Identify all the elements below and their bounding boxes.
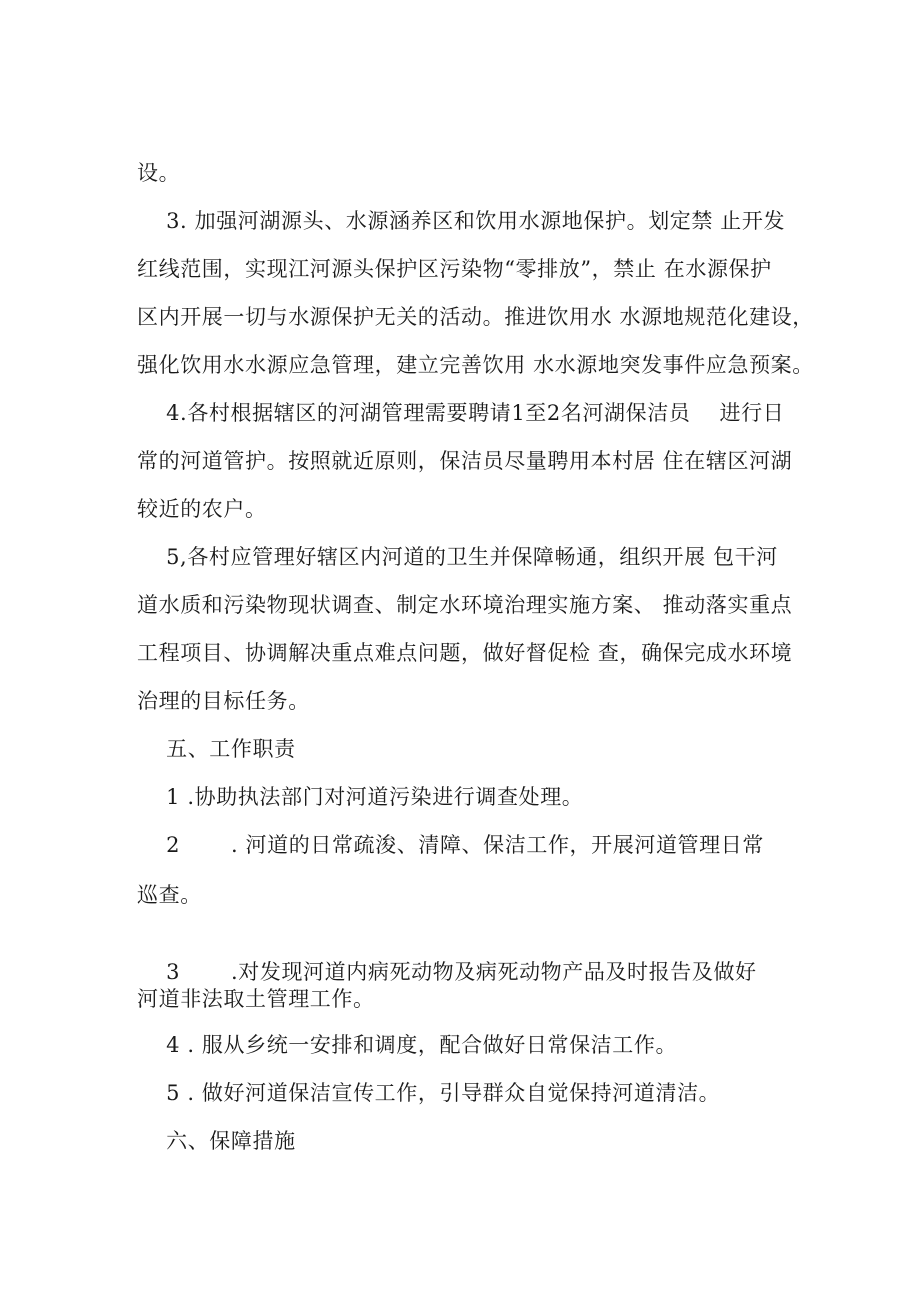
text-line-3: 红线范围，实现江河源头保护区污染物“零排放”，禁止 在水源保护 [137,257,772,281]
text-line-2: 3. 加强河湖源头、水源涵养区和饮用水源地保护。划定禁 止开发 [137,209,786,233]
text-line-11: 工程项目、协调解决重点难点问题，做好督促检 查，确保完成水环境 [137,641,793,665]
text-line-4: 区内开展一切与水源保护无关的活动。推进饮用水 水源地规范化建设， [137,305,814,329]
text-line-14: 1 .协助执法部门对河道污染进行调查处理。 [137,785,584,809]
text-line-9: 5,各村应管理好辖区内河道的卫生并保障畅通，组织开展 包干河 [137,545,778,569]
section-heading-five: 五、工作职责 [137,737,296,761]
text-line-1: 设。 [137,161,181,185]
text-line-17: 3 .对发现河道内病死动物及病死动物产品及时报告及做好 [137,960,757,984]
text-line-16: 巡查。 [137,883,202,907]
section-heading-six: 六、保障措施 [137,1129,296,1153]
text-line-10: 道水质和污染物现状调查、制定水环境治理实施方案、 推动落实重点 [137,593,793,617]
text-line-12: 治理的目标任务。 [137,689,310,713]
text-line-15: 2 . 河道的日常疏浚、清障、保洁工作，开展河道管理日常 [137,833,764,857]
text-line-20: 5 . 做好河道保洁宣传工作，引导群众自觉保持河道清洁。 [137,1081,721,1105]
text-line-7: 常的河道管护。按照就近原则，保洁员尽量聘用本村居 住在辖区河湖 [137,449,793,473]
text-line-8: 较近的农户。 [137,497,267,521]
text-line-19: 4 . 服从乡统一安排和调度，配合做好日常保洁工作。 [137,1033,678,1057]
text-line-5: 强化饮用水水源应急管理，建立完善饮用 水水源地突发事件应急预案。 [137,353,814,377]
text-line-18: 河道非法取土管理工作。 [137,987,375,1011]
text-line-6: 4.各村根据辖区的河湖管理需要聘请1至2名河湖保洁员 进行日 [137,401,785,425]
